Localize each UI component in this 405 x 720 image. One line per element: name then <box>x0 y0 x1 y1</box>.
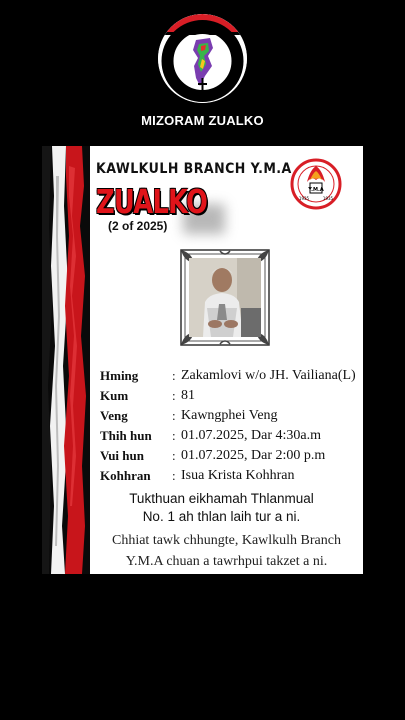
detail-label: Vui hun <box>100 448 144 463</box>
detail-colon: : <box>172 468 176 483</box>
detail-row-name <box>100 366 363 386</box>
condolence-note <box>90 530 363 572</box>
badge-year-left: 1935 <box>298 196 310 201</box>
detail-row-church <box>100 466 363 486</box>
logo-emblem-icon <box>158 14 247 103</box>
detail-value: 01.07.2025, Dar 4:30a.m <box>181 428 321 443</box>
detail-row-burial-time <box>100 446 363 466</box>
detail-value: Zakamlovi w/o JH. Vailiana(L) <box>181 368 356 383</box>
detail-value: Kawngphei Veng <box>181 408 278 423</box>
yma-badge-icon <box>290 158 342 210</box>
branch-title: KAWLKULH BRANCH Y.M.A <box>96 161 292 177</box>
issue-number: (2 of 2025) <box>108 219 168 233</box>
detail-value: 01.07.2025, Dar 2:00 p.m <box>181 448 326 463</box>
detail-colon: : <box>172 388 176 403</box>
detail-colon: : <box>172 428 176 443</box>
flag-stripe-decoration <box>42 146 90 574</box>
burial-note-line1: Tukthuan eikhamah Thlanmual <box>129 491 314 506</box>
detail-row-locality <box>100 406 363 426</box>
detail-label: Kohhran <box>100 468 151 483</box>
detail-row-death-time <box>100 426 363 446</box>
details-list <box>100 366 363 486</box>
burial-note <box>90 490 353 526</box>
condolence-line1: Chhiat tawk chhungte, Kawlkulh Branch <box>111 533 341 548</box>
detail-value: 81 <box>181 388 195 403</box>
detail-colon: : <box>172 408 176 423</box>
condolence-line2: Y.M.A chuan a tawrhpui takzet a ni. <box>125 554 328 569</box>
poster-content <box>90 146 363 574</box>
obituary-poster <box>42 146 363 574</box>
headline-zualko: ZUALKO <box>96 182 208 221</box>
badge-center-label: Y.M.A <box>308 187 324 193</box>
detail-label: Veng <box>100 408 128 423</box>
portrait-image <box>189 258 261 337</box>
badge-year-right: 1935 <box>322 196 334 201</box>
detail-label: Kum <box>100 388 129 403</box>
deceased-photo <box>189 258 261 337</box>
detail-label: Thih hun <box>100 428 152 443</box>
channel-name[interactable]: MIZORAM ZUALKO <box>141 113 264 128</box>
detail-row-age <box>100 386 363 406</box>
detail-colon: : <box>172 448 176 463</box>
channel-logo[interactable] <box>158 14 247 103</box>
burial-note-line2: No. 1 ah thlan laih tur a ni. <box>142 509 301 524</box>
detail-value: Isua Krista Kohhran <box>181 468 295 483</box>
detail-label: Hming <box>100 368 139 383</box>
detail-colon: : <box>172 368 176 383</box>
